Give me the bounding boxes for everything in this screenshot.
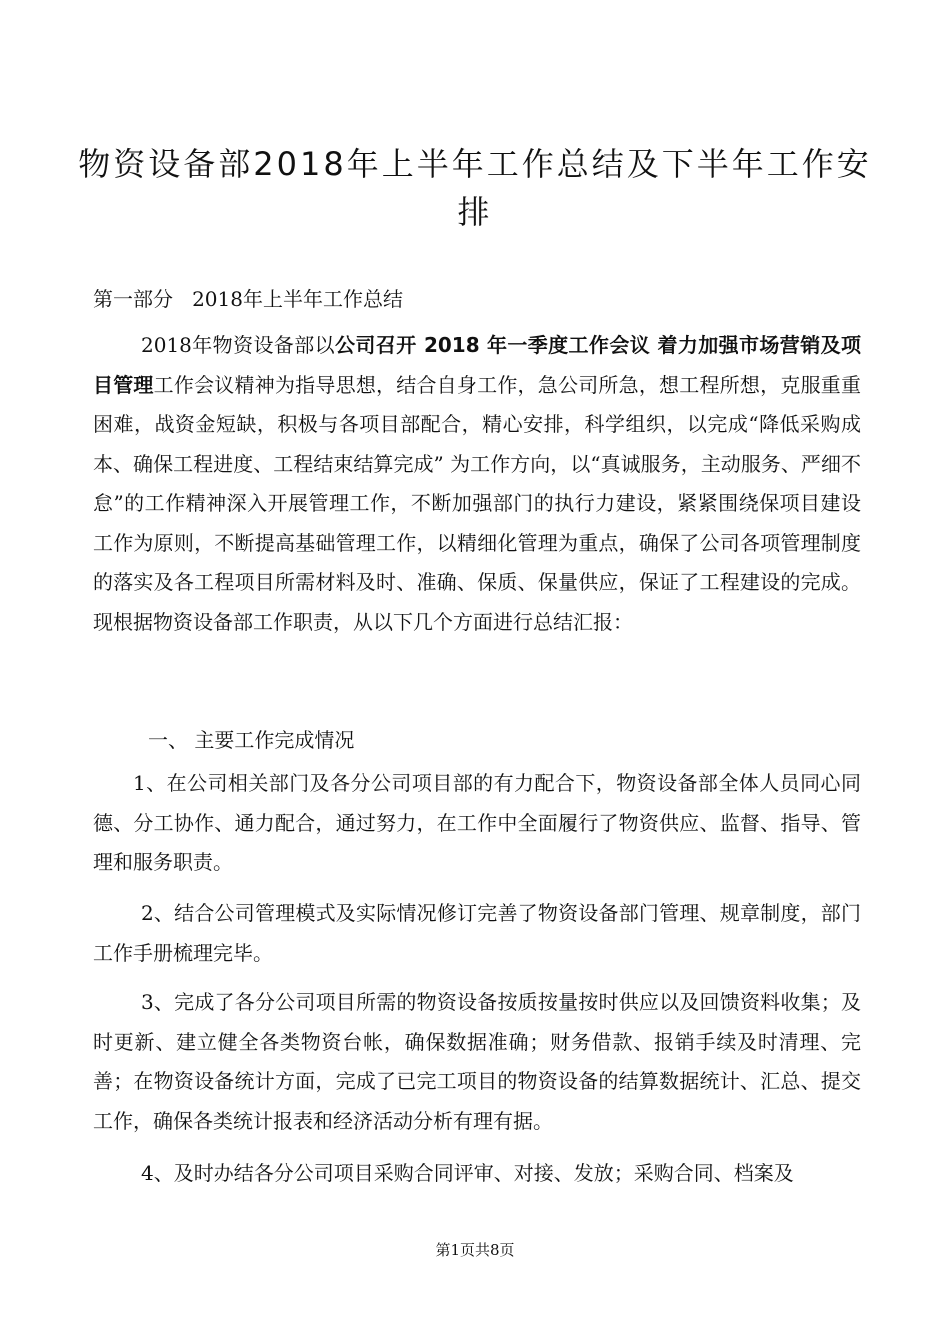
page-number-footer: 第1页共8页 xyxy=(435,1241,515,1259)
intro-prefix: 2018年物资设备部以 xyxy=(141,333,336,357)
list-item: 2、结合公司管理模式及实际情况修订完善了物资设备部门管理、规章制度，部门工作手册梳理完毕。 xyxy=(93,901,861,965)
list-item: 4、及时办结各分公司项目采购合同评审、对接、发放；采购合同、档案及 xyxy=(141,1161,794,1185)
intro-paragraph xyxy=(93,326,861,642)
list-item: 1、在公司相关部门及各分公司项目部的有力配合下，物资设备部全体人员同心同德、分工协作、通力配合，通过努力，在工作中全面履行了物资供应、监督、指导、管理和服务职责。 xyxy=(93,771,861,874)
list-item: 3、完成了各分公司项目所需的物资设备按质按量按时供应以及回馈资料收集；及时更新、建立健全各类物资台帐，确保数据准确；财务借款、报销手续及时清理、完善；在物资设备统计方面，完成了已完工项目的物资设备的结算数据统计、汇总、提交工作，确保各类统计报表和经济活动分析有理有据。 xyxy=(93,990,861,1133)
part-heading: 第一部分 2018年上半年工作总结 xyxy=(93,287,403,311)
section-subheading: 一、 主要工作完成情况 xyxy=(148,728,355,752)
document-title: 物资设备部2018年上半年工作总结及下半年工作安排 xyxy=(78,145,872,231)
intro-bold-meeting: 公司召开 2018 年一季度工作会议 着力加强市场营销及项目管理 xyxy=(93,333,861,397)
intro-body: 工作会议精神为指导思想，结合自身工作，急公司所急，想工程所想，克服重重困难，战资金短缺，积极与各项目部配合，精心安排，科学组织，以完成“降低采购成本、确保工程进度、工程结束结算完成” 为工作方向，以“真诚服务，主动服务、严细不怠”的工作精神深入开展管理工作，不断加强部门的执行力建设，紧紧围绕保项目建设工作为原则，不断提高基础管理工作，以精细化管理为重点，确保了公司各项管理制度的落实及各工程项目所需材料及时、准确、保质、保量供应，保证了工程建设的完成。现根据物资设备部工作职责，从以下几个方面进行总结汇报： xyxy=(93,372,862,634)
